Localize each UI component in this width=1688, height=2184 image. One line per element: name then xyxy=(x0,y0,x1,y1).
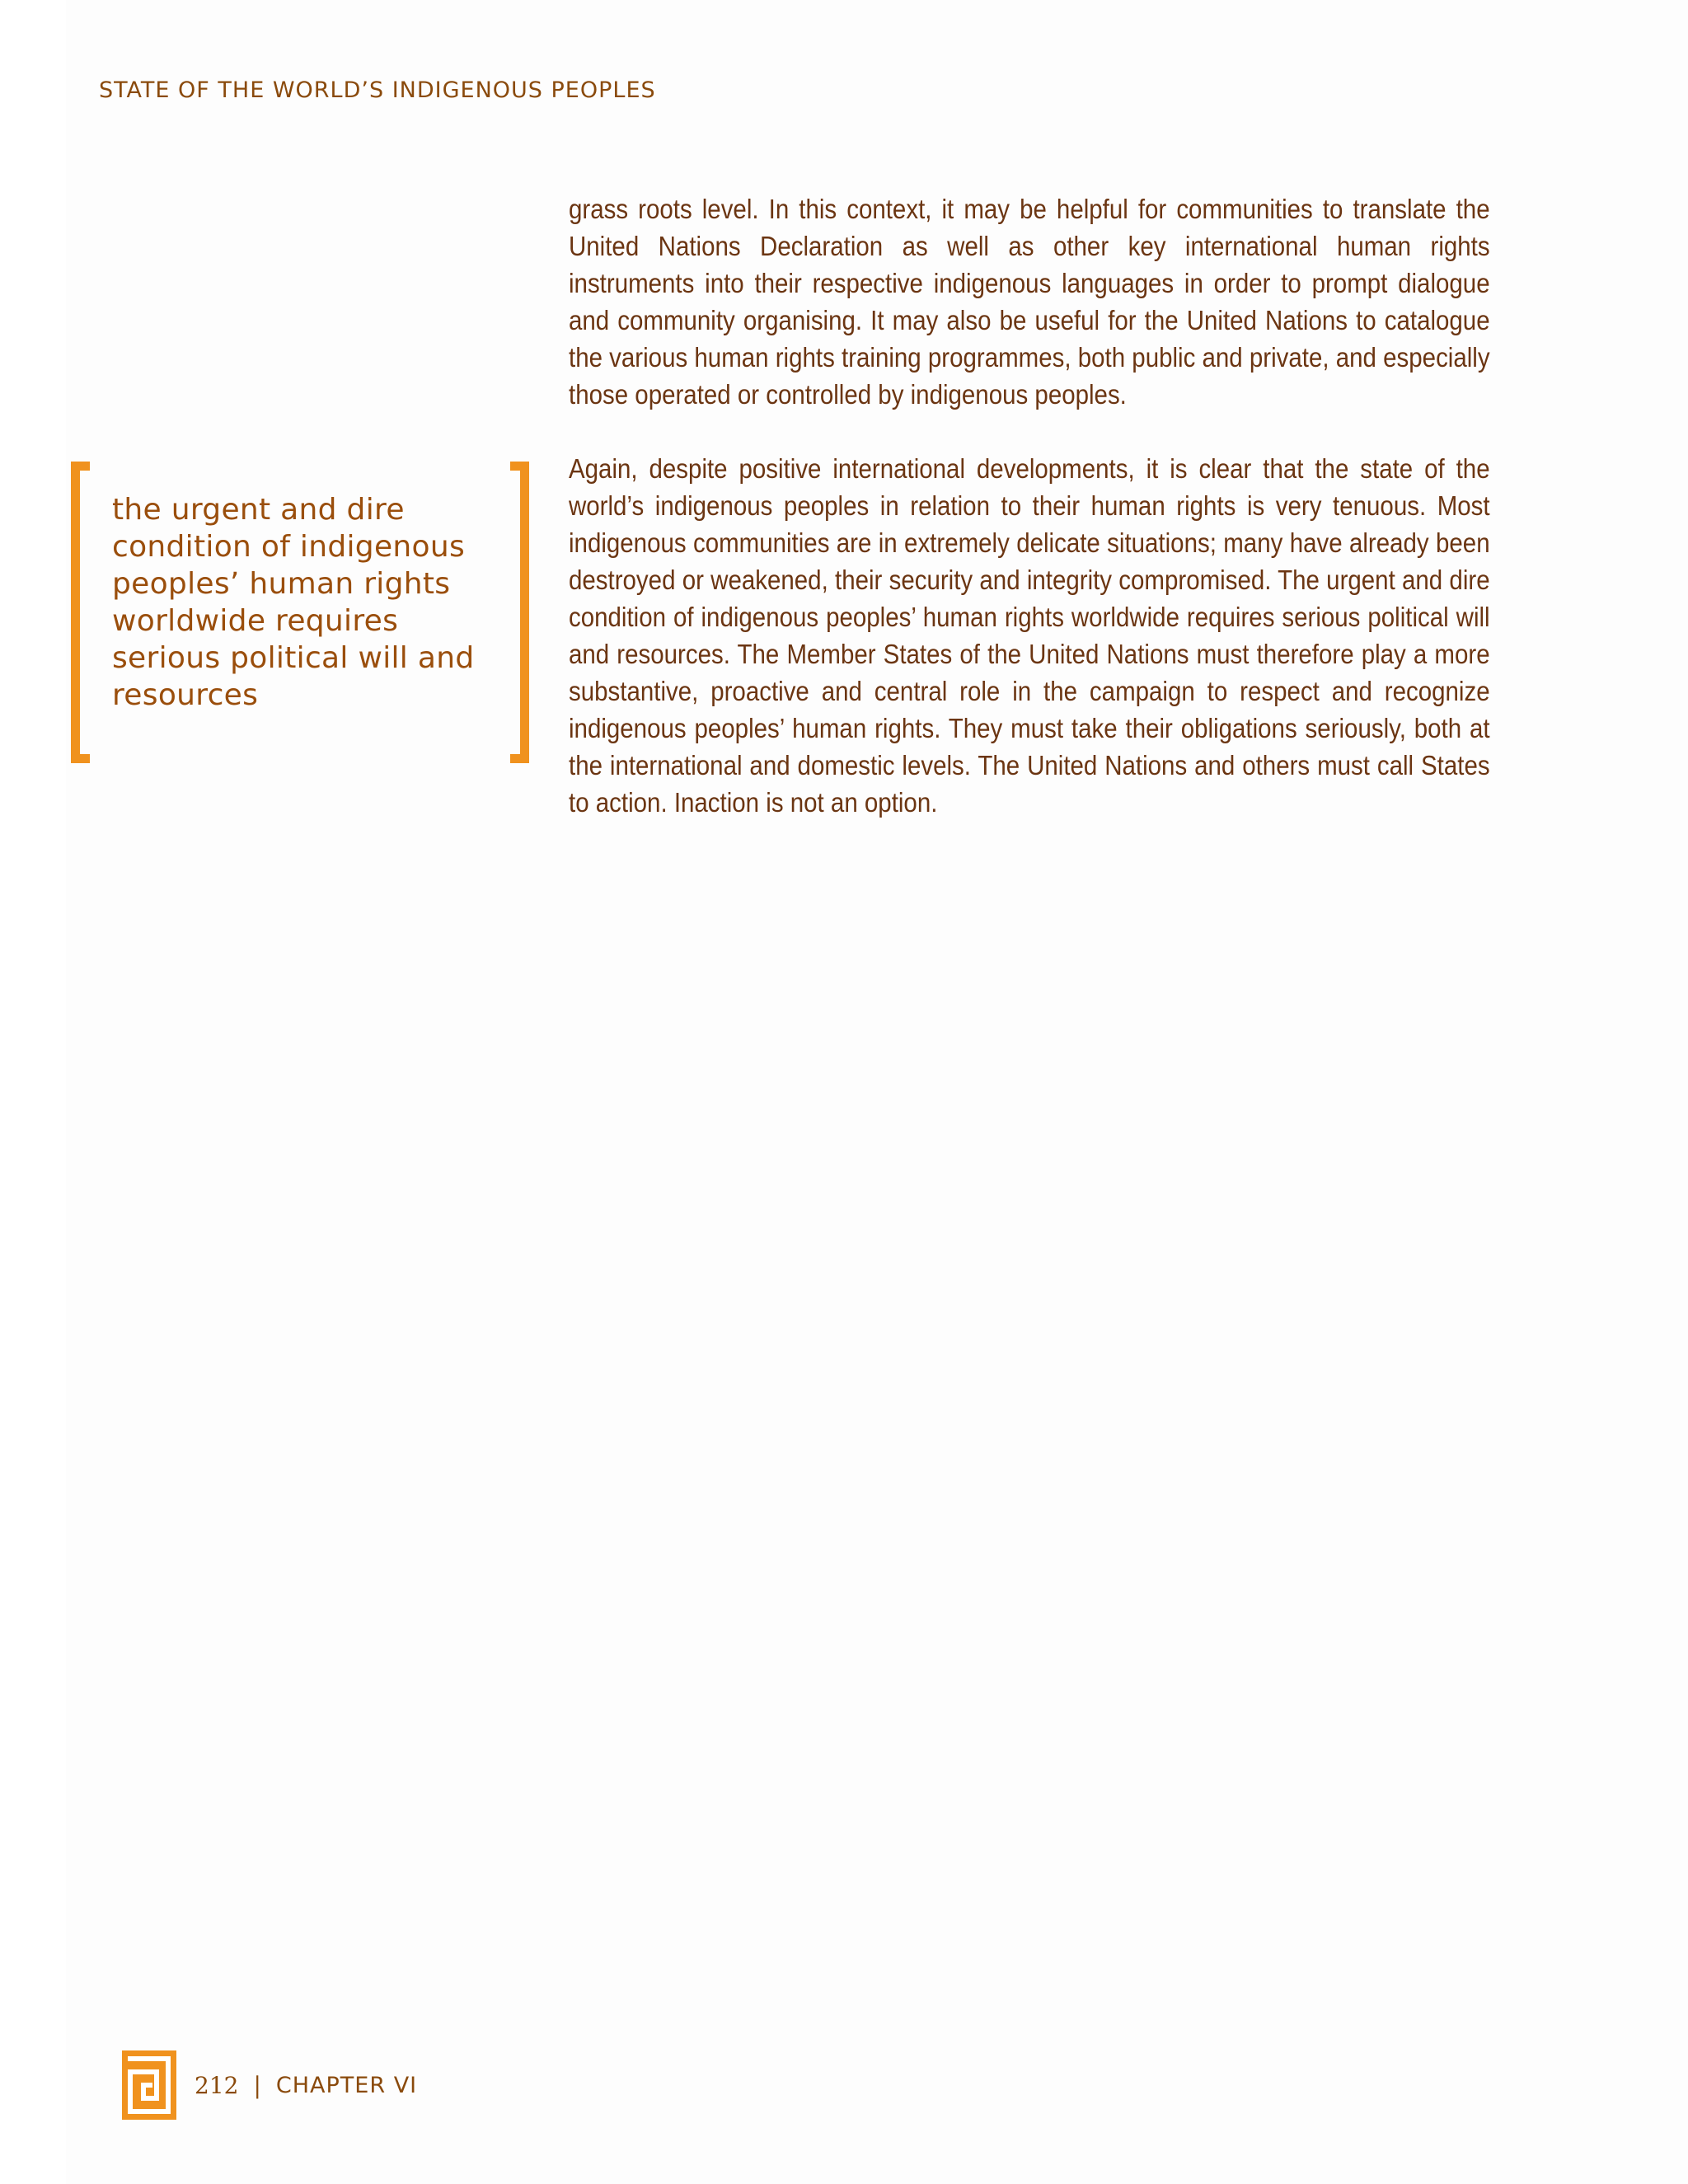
spiral-logo-icon xyxy=(122,2050,176,2120)
left-bracket-icon xyxy=(71,462,90,763)
body-paragraph: Again, despite positive international developments, it is clear that the state of the world’s indigenous peoples in relation to their human rights is very tenuous. Most indigenous communities are in extremely delicate situations; many have already been destroyed or weakened, their security and integrity compromised. The urgent and dire condition of indigenous peoples’ human rights worldwide requires serious political will and resources. The Member States of the United Nations must therefore play a more substantive, proactive and central role in the campaign to respect and recognize indigenous peoples’ human rights. They must take their obligations seriously, both at the international and domestic levels. The United Nations and others must call States to action. Inaction is not an option. xyxy=(569,454,1490,818)
running-header: STATE OF THE WORLD’S INDIGENOUS PEOPLES xyxy=(99,77,656,103)
pull-quote-text: the urgent and dire condition of indigenous peoples’ human rights worldwide requires serious political will and resources xyxy=(112,493,475,712)
pull-quote xyxy=(71,462,529,748)
footer-text xyxy=(195,2072,417,2099)
chapter-label: CHAPTER VI xyxy=(275,2072,418,2098)
body-text xyxy=(569,191,1490,859)
page-footer xyxy=(122,2050,417,2120)
body-paragraph: grass roots level. In this context, it may be helpful for communities to translate the United Nations Declaration as well as other key international human rights instruments into their respective indigenous languages in order to prompt dialogue and community organising. It may also be useful for the United Nations to catalogue the various human rights training programmes, both public and private, and especially those operated or controlled by indigenous peoples. xyxy=(569,194,1490,410)
page-number: 212 xyxy=(195,2071,239,2099)
footer-separator: | xyxy=(253,2071,261,2099)
right-bracket-icon xyxy=(510,462,529,763)
